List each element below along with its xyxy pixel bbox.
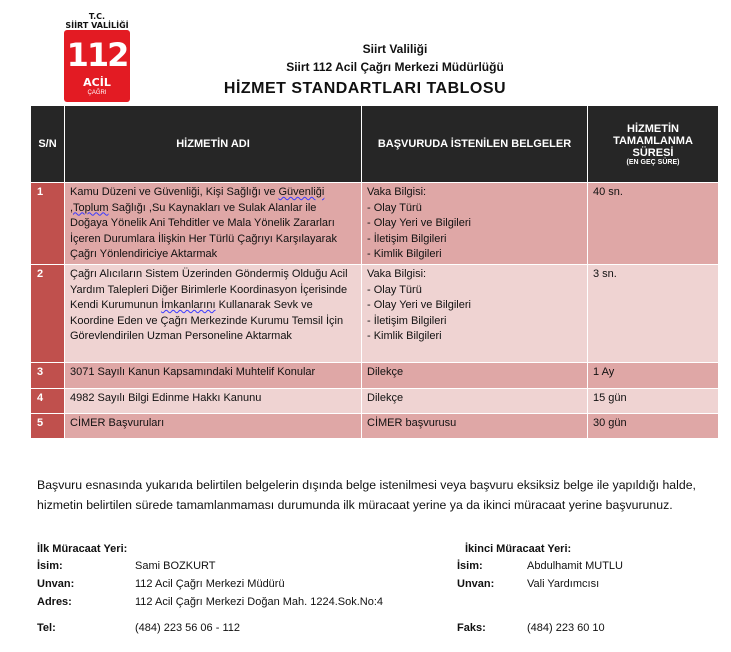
- row-service-name: 4982 Sayılı Bilgi Edinme Hakkı Kanunu: [65, 389, 362, 414]
- table-row: [31, 389, 719, 414]
- second-title-label: Unvan:: [457, 578, 495, 590]
- info-paragraph: Başvuru esnasında yukarıda belirtilen belgelerin dışında belge istenilmesi veya başvuru eksiksiz belge ile yapıldığı halde, hizmetin belirtilen sürede tamamlanmaması durumunda ilk müracaat yerine ya da ikinci müracaat yerine başvurunuz.: [37, 478, 696, 512]
- row-name-part: Sağlığı ,Su Kaynakları ve Sulak Alanlar ile Doğaya Yönelik Ani Tehditler ve Mala Yönelik Zararları İçeren Durumlara İlişkin Her Türlü Çağrıyı Karşılayarak Çağrı Yönlendiriciye Aktarmak: [70, 201, 337, 260]
- header-duration-text: HİZMETİN TAMAMLANMA SÜRESİ: [613, 122, 693, 159]
- row-duration: 40 sn.: [588, 183, 719, 265]
- header-line2: Siirt 112 Acil Çağrı Merkezi Müdürlüğü: [286, 60, 504, 74]
- row-required-docs: [362, 265, 588, 363]
- logo-badge: [64, 30, 130, 102]
- row-service-name: 3071 Sayılı Kanun Kapsamındaki Muhtelif Konular: [65, 363, 362, 389]
- doc-line: - Kimlik Bilgileri: [367, 248, 442, 260]
- table-row: [31, 265, 719, 363]
- header-duration-note: (EN GEÇ SÜRE): [626, 158, 680, 166]
- table-row: [31, 183, 719, 265]
- header-sn: S/N: [31, 106, 65, 183]
- row-duration: 3 sn.: [588, 265, 719, 363]
- first-name-label: İsim:: [37, 560, 63, 572]
- header-duration: [588, 106, 719, 183]
- second-place-heading: İkinci Müracaat Yeri:: [465, 543, 572, 555]
- row-duration: 15 gün: [588, 389, 719, 414]
- page-title: HİZMET STANDARTLARI TABLOSU: [223, 80, 507, 97]
- row-name-part: Kullanarak Sevk ve Koordine Eden ve Çağrı Merkezinde Kurumu Temsil İçin Görevlendirilen Uzman Personeline Aktarmak: [70, 299, 344, 342]
- second-fax-label: Faks:: [457, 622, 486, 634]
- row-duration: 1 Ay: [588, 363, 719, 389]
- row-name-underlined: İmkanlarını: [161, 299, 216, 311]
- row-service-name: CİMER Başvuruları: [65, 414, 362, 439]
- doc-line: - İletişim Bilgileri: [367, 314, 447, 327]
- row-required-docs: [362, 183, 588, 265]
- second-fax-value: (484) 223 60 10: [527, 622, 605, 634]
- row-sn: 1: [31, 183, 65, 265]
- second-title-value: Vali Yardımcısı: [527, 578, 600, 590]
- first-address-value: 112 Acil Çağrı Merkezi Doğan Mah. 1224.Sok.No:4: [135, 596, 384, 608]
- first-title-label: Unvan:: [37, 578, 75, 590]
- row-sn: 4: [31, 389, 65, 414]
- row-duration: 30 gün: [588, 414, 719, 439]
- doc-line: Vaka Bilgisi:: [367, 268, 427, 280]
- row-required-docs: CİMER başvurusu: [362, 414, 588, 439]
- table-row: [31, 363, 719, 389]
- logo: [62, 12, 132, 104]
- row-service-name: [65, 183, 362, 265]
- doc-line: - Kimlik Bilgileri: [367, 330, 442, 342]
- row-name-part: Çağrı Alıcıların Sistem Üzerinden Göndermiş Olduğu Acil Yardım Talepleri Diğer Birimlerle Koordinasyon İçerisinde Kendi Kurumunun: [70, 268, 348, 311]
- header-line1: Siirt Valiliği: [362, 42, 428, 56]
- doc-line: Vaka Bilgisi:: [367, 186, 427, 198]
- header-required-docs: BAŞVURUDA İSTENİLEN BELGELER: [362, 106, 588, 183]
- header-service-name: HİZMETİN ADI: [65, 106, 362, 183]
- doc-line: - Olay Yeri ve Bilgileri: [367, 299, 471, 311]
- logo-number: 112: [66, 36, 128, 74]
- service-standards-table: [30, 105, 719, 439]
- row-name-underlined: ,Toplum: [70, 201, 109, 214]
- logo-acil: ACİL: [83, 76, 111, 89]
- row-sn: 2: [31, 265, 65, 363]
- first-name-value: Sami BOZKURT: [135, 560, 216, 572]
- doc-line: - Olay Türü: [367, 201, 422, 214]
- first-tel-label: Tel:: [37, 622, 56, 634]
- row-sn: 3: [31, 363, 65, 389]
- doc-line: - Olay Yeri ve Bilgileri: [367, 217, 471, 229]
- first-title-value: 112 Acil Çağrı Merkezi Müdürü: [135, 578, 285, 590]
- first-tel-value: (484) 223 56 06 - 112: [135, 622, 240, 634]
- doc-line: - İletişim Bilgileri: [367, 232, 447, 245]
- logo-cagri: ÇAĞRI: [87, 90, 107, 96]
- first-place-heading: İlk Müracaat Yeri:: [37, 543, 128, 555]
- second-name-label: İsim:: [457, 560, 483, 572]
- row-sn: 5: [31, 414, 65, 439]
- table-row: [31, 414, 719, 439]
- row-service-name: [65, 265, 362, 363]
- doc-line: - Olay Türü: [367, 283, 422, 296]
- first-address-label: Adres:: [37, 596, 72, 608]
- row-required-docs: Dilekçe: [362, 363, 588, 389]
- row-required-docs: Dilekçe: [362, 389, 588, 414]
- logo-top-text: T.C. SİİRT VALİLİĞİ: [65, 12, 129, 30]
- row-name-part: Kamu Düzeni ve Güvenliği, Kişi Sağlığı ve: [70, 186, 279, 198]
- second-name-value: Abdulhamit MUTLU: [527, 560, 623, 572]
- table-header-row: [31, 106, 719, 183]
- row-name-underlined: Güvenliği: [278, 186, 325, 198]
